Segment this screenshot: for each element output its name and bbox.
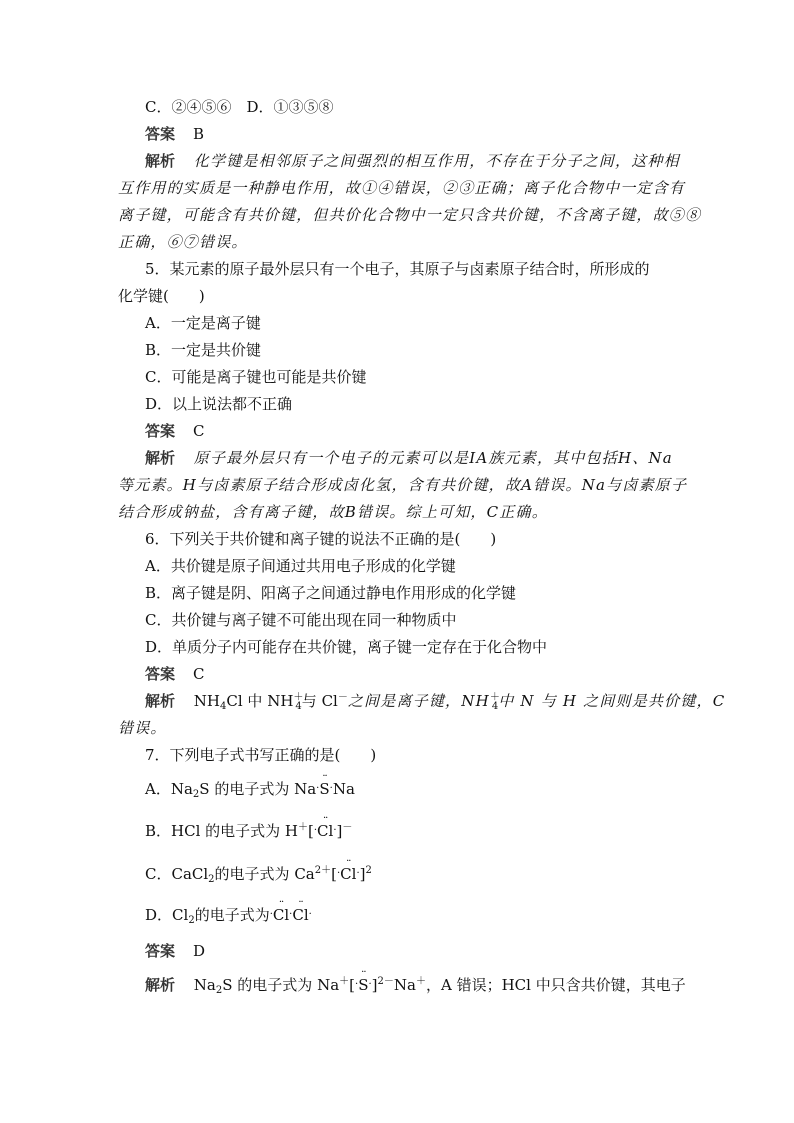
sulfur-symbol: ·· S: [358, 975, 368, 995]
chlorine-symbol: ·· Cl: [292, 905, 308, 925]
explanation-text: 原子最外层只有一个电子的元素可以是ⅠA族元素，其中包括H、Na: [193, 449, 673, 467]
explanation-text: $NH_4Cl$ 中 $NH^+_4$与 Cl－之间是离子键，$NH^+_4$中 N 与 H 之间则是共价键，C: [193, 692, 726, 712]
answer-label: 答案: [145, 125, 176, 143]
q6-explanation-line-1: [145, 691, 725, 711]
q7-explanation-line-1: [145, 975, 686, 995]
q7-option-c: C．CaCl$_2$的电子式为 $Ca^{2+}[^\cdot\cdot\cdot Cl^\cdot]^2$: [145, 864, 372, 884]
explanation-label: 解析: [145, 976, 176, 994]
answer-label: 答案: [145, 422, 176, 440]
answer-value: B: [193, 125, 205, 143]
q7-answer: [145, 941, 205, 961]
q5-stem-line-1: 5．某元素的原子最外层只有一个电子，其原子与卤素原子结合时，所形成的: [145, 260, 650, 278]
answer-value: C: [193, 422, 205, 440]
explanation-text: 化学键是相邻原子之间强烈的相互作用，不存在于分子之间，这种相: [193, 152, 680, 170]
answer-value: C: [193, 665, 205, 683]
q5-explanation-line-2: 等元素。H与卤素原子结合形成卤化氢，含有共价键，故A错误。Na与卤素原子: [118, 476, 688, 494]
q7-option-d: D．$Cl_2$的电子式为··· Cl··· Cl·: [145, 905, 312, 925]
q6-option-a: A．共价键是原子间通过共用电子形成的化学键: [145, 557, 456, 575]
q7-option-b: B．HCl 的电子式为 H＋[··· Cl·]－: [145, 821, 352, 841]
q4-answer: [145, 124, 204, 144]
q5-explanation-line-3: 结合形成钠盐，含有离子键，故B错误。综上可知，C正确。: [118, 503, 548, 521]
q4-option-cd: C．②④⑤⑥ D．①③⑤⑧: [145, 98, 334, 116]
explanation-label: 解析: [145, 152, 176, 170]
q7-option-a: A．$Na_2S$ 的电子式为 Na··· S·Na: [145, 779, 355, 799]
q5-option-b: B．一定是共价键: [145, 341, 262, 359]
q6-option-b: B．离子键是阴、阳离子之间通过静电作用形成的化学键: [145, 584, 517, 602]
q6-stem: 6．下列关于共价键和离子键的说法不正确的是( ): [145, 530, 497, 548]
q4-explanation-line-2: 互作用的实质是一种静电作用，故①④错误，②③正确；离子化合物中一定含有: [118, 179, 686, 197]
q5-option-d: D．以上说法都不正确: [145, 395, 293, 413]
q5-option-c: C．可能是离子键也可能是共价键: [145, 368, 367, 386]
q7-stem: 7．下列电子式书写正确的是( ): [145, 746, 377, 764]
answer-label: 答案: [145, 665, 176, 683]
q6-explanation-line-2: 错误。: [118, 719, 167, 737]
q5-answer: [145, 421, 205, 441]
sulfur-symbol: ·· S: [319, 779, 329, 799]
q4-explanation-line-3: 离子键，可能含有共价键，但共价化合物中一定只含共价键，不含离子键，故⑤⑧: [118, 206, 702, 224]
q6-option-d: D．单质分子内可能存在共价键，离子键一定存在于化合物中: [145, 638, 548, 656]
q5-option-a: A．一定是离子键: [145, 314, 261, 332]
q6-answer: [145, 664, 205, 684]
q4-explanation-line-1: [145, 151, 680, 171]
chlorine-symbol: ·· Cl: [340, 864, 356, 884]
q4-explanation-line-4: 正确，⑥⑦错误。: [118, 233, 248, 251]
explanation-text: $Na_2S$ 的电子式为 $Na^+[^\cdot\cdot\cdot S^\cdot]^{2-}Na^+$，A 错误；HCl 中只含共价键，其电子: [194, 976, 686, 994]
explanation-label: 解析: [145, 449, 176, 467]
chlorine-symbol: ·· Cl: [317, 821, 333, 841]
answer-value: D: [193, 942, 206, 960]
q5-stem-line-2: 化学键( ): [118, 287, 205, 305]
q5-explanation-line-1: [145, 448, 673, 468]
explanation-label: 解析: [145, 692, 176, 710]
q6-option-c: C．共价键与离子键不可能出现在同一种物质中: [145, 611, 457, 629]
chlorine-symbol: ·· Cl: [273, 905, 289, 925]
answer-label: 答案: [145, 942, 176, 960]
